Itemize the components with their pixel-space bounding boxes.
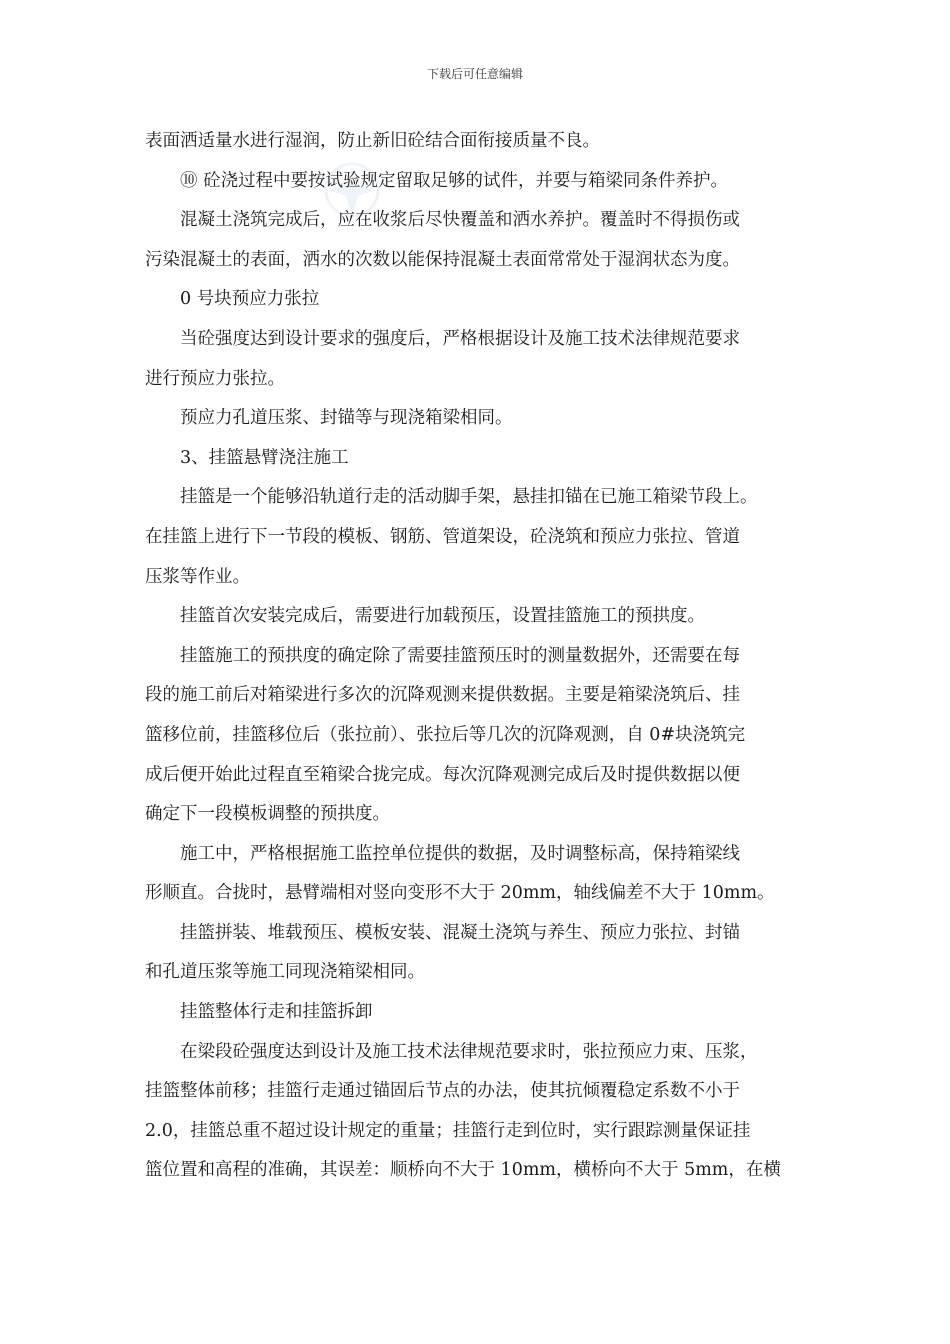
text-line: 表面洒适量水进行湿润，防止新旧砼结合面衔接质量不良。	[145, 131, 600, 151]
text-line: 篮移位前，挂篮移位后（张拉前）、张拉后等几次的沉降观测，自 0#块浇筑完	[145, 724, 746, 745]
text-line: 在梁段砼强度达到设计及施工技术法律规范要求时，张拉预应力束、压浆，	[180, 1041, 758, 1062]
text-line: 压浆等作业。	[145, 566, 250, 587]
text-line: 形顺直。合拢时，悬臂端相对竖向变形不大于 20mm，轴线偏差不大于 10mm。	[145, 883, 775, 904]
text-line: 挂篮整体前移；挂篮行走通过锚固后节点的办法，使其抗倾覆稳定系数不小于	[145, 1081, 740, 1102]
text-line: 段的施工前后对箱梁进行多次的沉降观测来提供数据。主要是箱梁浇筑后、挂	[145, 685, 740, 706]
text-line: 和孔道压浆等施工同现浇箱梁相同。	[145, 962, 425, 983]
text-line: 挂篮首次安装完成后，需要进行加载预压，设置挂篮施工的预拱度。	[180, 606, 705, 627]
text-line: 成后便开始此过程直至箱梁合拢完成。每次沉降观测完成后及时提供数据以便	[145, 764, 740, 785]
text-line: 污染混凝土的表面，洒水的次数以能保持混凝土表面常常处于湿润状态为度。	[145, 249, 740, 270]
text-line: 预应力孔道压浆、封锚等与现浇箱梁相同。	[180, 408, 513, 429]
text-line: 当砼强度达到设计要求的强度后，严格根据设计及施工技术法律规范要求	[180, 328, 740, 349]
text-line: ⑩ 砼浇过程中要按试验规定留取足够的试件，并要与箱梁同条件养护。	[180, 170, 729, 191]
text-line: 确定下一段模板调整的预拱度。	[145, 804, 390, 825]
text-line: 在挂篮上进行下一节段的模板、钢筋、管道架设，砼浇筑和预应力张拉、管道	[145, 526, 740, 547]
document-body	[145, 130, 825, 1199]
text-line: 挂篮整体行走和挂篮拆卸	[180, 1002, 373, 1023]
page-header: 下载后可任意编辑	[426, 67, 523, 81]
text-line: 进行预应力张拉。	[145, 368, 285, 389]
text-line: 挂篮施工的预拱度的确定除了需要挂篮预压时的测量数据外，还需要在每	[180, 645, 740, 666]
text-line: 混凝土浇筑完成后，应在收浆后尽快覆盖和洒水养护。覆盖时不得损伤或	[180, 210, 740, 231]
text-line: 挂篮拼装、堆载预压、模板安装、混凝土浇筑与养生、预应力张拉、封锚	[180, 922, 740, 943]
text-line: 3、挂篮悬臂浇注施工	[180, 447, 349, 468]
text-line: 挂篮是一个能够沿轨道行走的活动脚手架，悬挂扣锚在已施工箱梁节段上。	[180, 487, 758, 508]
text-line: 施工中，严格根据施工监控单位提供的数据，及时调整标高，保持箱梁线	[180, 843, 740, 864]
text-line: 2.0，挂篮总重不超过设计规定的重量；挂篮行走到位时，实行跟踪测量保证挂	[145, 1120, 751, 1141]
text-line: 0 号块预应力张拉	[180, 289, 320, 310]
text-line: 篮位置和高程的准确，其误差：顺桥向不大于 10mm，横桥向不大于 5mm，在横	[145, 1160, 781, 1181]
